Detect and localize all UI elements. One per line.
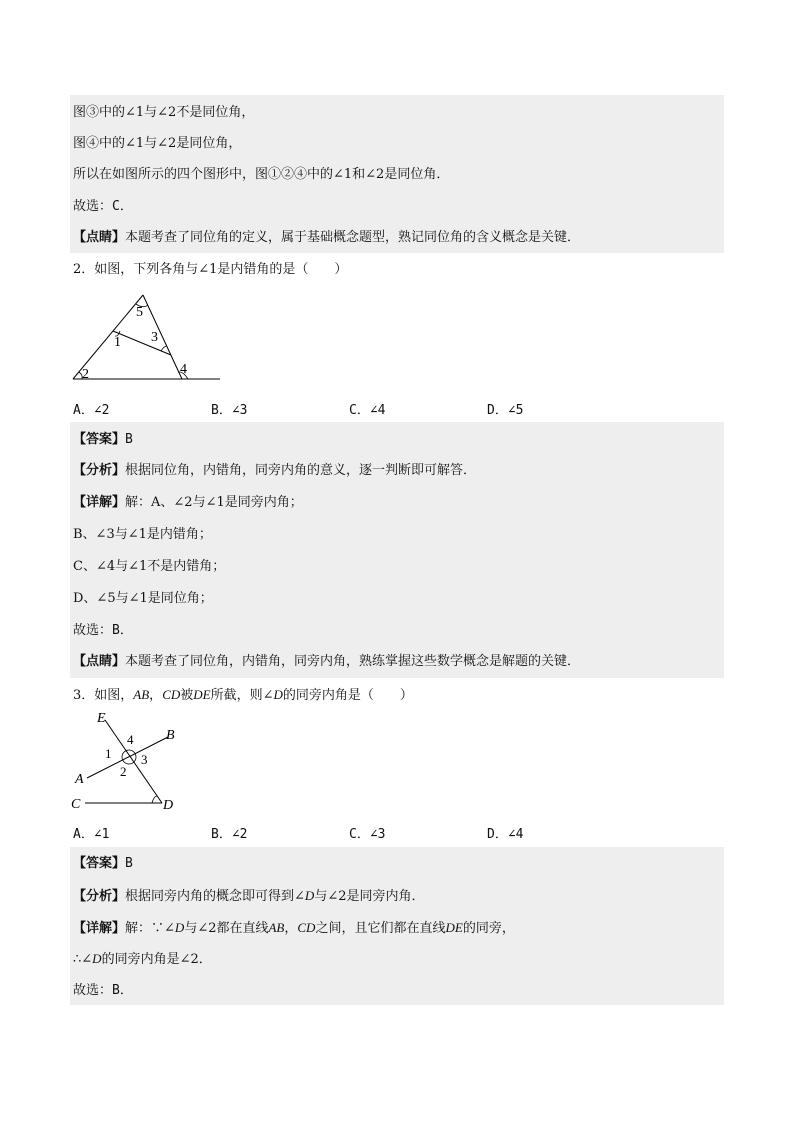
prev-solution-line-1: 图③中的∠1与∠2不是同位角， — [73, 105, 255, 120]
q3-angle-arc-d — [152, 796, 157, 803]
q2-option-c[interactable]: C．∠4 — [349, 403, 386, 418]
stem-text: 被 — [180, 688, 194, 703]
q2-detail-line-b: B、∠3与∠1是内错角； — [73, 527, 212, 542]
q2-label-1: 1 — [114, 335, 121, 350]
analysis-tag: 【分析】 — [73, 463, 126, 478]
q3-line-de — [105, 720, 162, 803]
q2-label-2: 2 — [82, 367, 89, 382]
analysis-text: 与∠2是同旁内角． — [314, 889, 425, 904]
q3-label-c: C — [71, 797, 81, 812]
q2-detail — [73, 494, 303, 512]
q2-label-3: 3 — [151, 330, 158, 345]
detail-sep: ， — [284, 921, 298, 936]
q3-label-1: 1 — [105, 746, 112, 761]
stem-text: 3．如图， — [73, 688, 134, 703]
detail-text: 与∠2都在直线 — [184, 921, 269, 936]
q2-option-a[interactable]: A．∠2 — [73, 403, 110, 418]
q2-label-5: 5 — [136, 305, 143, 320]
answer-value: B — [125, 432, 133, 447]
answer-tag: 【答案】 — [73, 856, 126, 871]
q3-label-e: E — [97, 711, 106, 726]
detail-text: 的同旁， — [462, 921, 515, 936]
q3-label-3: 3 — [141, 752, 148, 767]
q2-detail-line-c: C、∠4与∠1不是内错角； — [73, 559, 226, 574]
q3-answer — [73, 855, 133, 873]
detail-cd: CD — [297, 920, 316, 935]
detail-ab: AB — [268, 920, 285, 935]
detail-tag: 【详解】 — [73, 921, 126, 936]
stem-de: DE — [193, 687, 211, 702]
analysis-tag: 【分析】 — [73, 889, 126, 904]
q2-choice: 故选：B． — [73, 623, 133, 638]
q3-label-d: D — [163, 798, 174, 813]
q3-label-2: 2 — [120, 764, 127, 779]
q2-solution-band — [70, 422, 724, 678]
q2-option-b[interactable]: B．∠3 — [211, 403, 248, 418]
detail-de: DE — [445, 920, 463, 935]
detail-text: 解：A、∠2与∠1是同旁内角； — [125, 495, 303, 510]
q3-option-c[interactable]: C．∠3 — [349, 827, 386, 842]
q2-label-4: 4 — [180, 362, 187, 377]
answer-tag: 【答案】 — [73, 432, 126, 447]
stem-d: D — [273, 687, 283, 702]
comment-text: 本题考查了同位角的定义，属于基础概念题型，熟记同位角的含义概念是关键． — [125, 230, 581, 245]
q3-label-b: B — [166, 728, 175, 743]
detail-text: 之间，且它们都在直线 — [315, 921, 446, 936]
q3-therefore — [73, 950, 212, 969]
q2-comment — [73, 653, 580, 671]
q3-option-d[interactable]: D．∠4 — [487, 827, 524, 842]
q3-label-4: 4 — [127, 732, 134, 747]
q2-inner-segment — [113, 331, 171, 355]
q2-analysis — [73, 462, 476, 480]
stem-ab: AB — [133, 687, 150, 702]
prev-solution-line-3: 所以在如图所示的四个图形中，图①②④中的∠1和∠2是同位角． — [73, 167, 450, 182]
analysis-text: 根据同位角，内错角，同旁内角的意义，逐一判断即可解答． — [125, 463, 477, 478]
stem-text: 的同旁内角是（ ） — [282, 688, 413, 703]
q2-right-side — [143, 295, 182, 379]
q3-stem — [73, 686, 413, 705]
stem-cd: CD — [162, 687, 181, 702]
q3-options — [73, 823, 633, 841]
q3-analysis — [73, 887, 424, 906]
detail-tag: 【详解】 — [73, 495, 126, 510]
prev-solution-choice: 故选：C． — [73, 199, 133, 214]
analysis-d: D — [304, 888, 315, 903]
q3-detail — [73, 919, 515, 938]
therefore-text: 的同旁内角是∠2． — [101, 952, 212, 967]
prev-comment — [73, 229, 580, 247]
q2-detail-line-d: D、∠5与∠1是同位角； — [73, 591, 213, 606]
q3-choice: 故选：B． — [73, 983, 133, 998]
q3-lines-figure — [70, 708, 190, 818]
stem-text: 所截，则∠ — [210, 688, 274, 703]
q2-triangle-figure — [70, 288, 230, 388]
prev-solution-line-2: 图④中的∠1与∠2是同位角， — [73, 136, 242, 151]
q2-options — [73, 399, 633, 417]
q2-angle-arc-3 — [161, 346, 167, 351]
q2-option-d[interactable]: D．∠5 — [487, 403, 524, 418]
q3-option-b[interactable]: B．∠2 — [211, 827, 248, 842]
detail-d: D — [174, 920, 185, 935]
stem-sep: ， — [149, 688, 163, 703]
comment-tag: 【点睛】 — [73, 654, 126, 669]
therefore-text: ∴∠ — [73, 952, 93, 967]
comment-tag: 【点睛】 — [73, 230, 126, 245]
comment-text: 本题考查了同位角，内错角，同旁内角，熟练掌握这些数学概念是解题的关键． — [125, 654, 581, 669]
q3-label-a: A — [75, 772, 84, 787]
q2-stem: 2．如图，下列各角与∠1是内错角的是（ ） — [73, 262, 348, 277]
answer-value: B — [125, 856, 133, 871]
analysis-text: 根据同旁内角的概念即可得到∠ — [125, 889, 305, 904]
q3-option-a[interactable]: A．∠1 — [73, 827, 110, 842]
therefore-d: D — [92, 951, 102, 966]
detail-text: 解：∵∠ — [125, 921, 175, 936]
q2-answer — [73, 431, 133, 449]
